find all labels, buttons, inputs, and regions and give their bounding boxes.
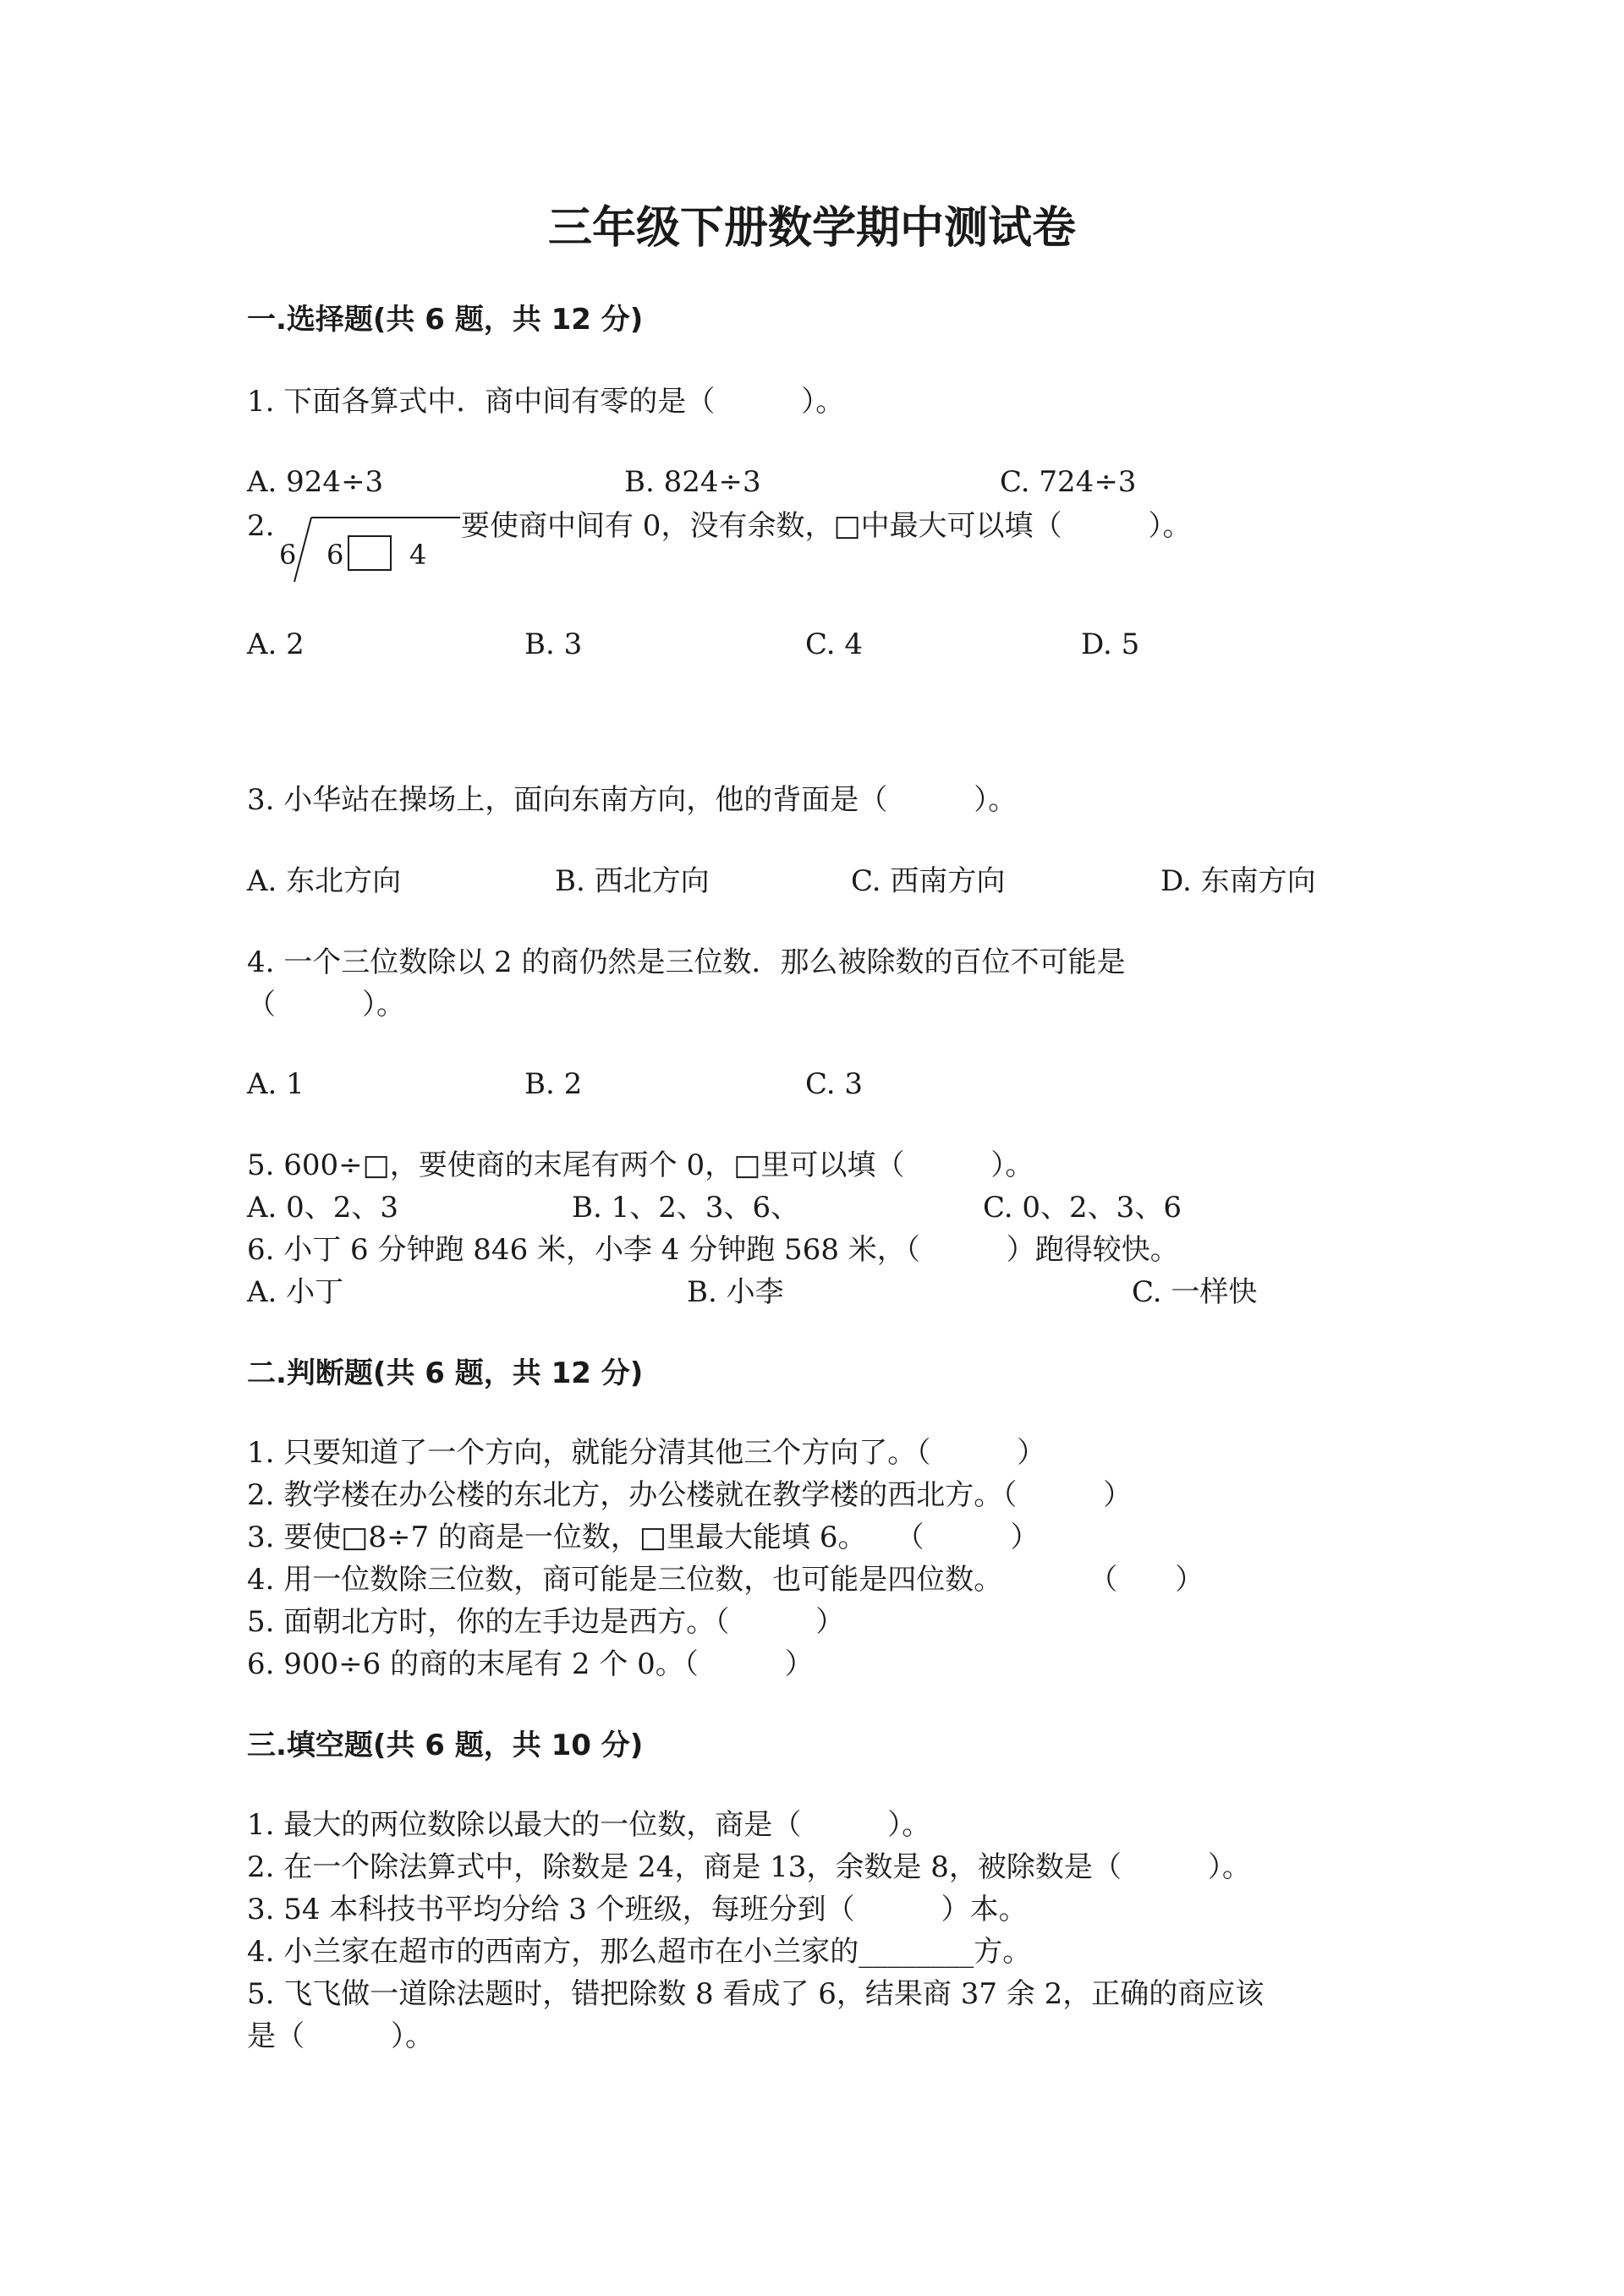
- q4-option-c: C. 3: [805, 1067, 864, 1101]
- dividend-digit-3: 4: [409, 539, 427, 571]
- judgment-item-1: 1. 只要知道了一个方向，就能分清其他三个方向了。（ ）: [247, 1436, 1046, 1470]
- question-3-text: 3. 小华站在操场上，面向东南方向，他的背面是（ ）。: [247, 783, 1018, 817]
- judgment-item-6: 6. 900÷6 的商的末尾有 2 个 0。（ ）: [247, 1647, 814, 1681]
- q2-option-a: A. 2: [247, 627, 304, 661]
- q3-option-c: C. 西南方向: [851, 864, 1006, 898]
- question-5-text: 5. 600÷□，要使商的末尾有两个 0，□里可以填（ ）。: [247, 1148, 1034, 1182]
- long-division-figure: [279, 516, 465, 584]
- q3-option-b: B. 西北方向: [555, 864, 710, 898]
- q5-option-b: B. 1、2、3、6、: [572, 1191, 800, 1225]
- question-4-text-continued: （ ）。: [247, 988, 405, 1022]
- q3-option-a: A. 东北方向: [247, 864, 402, 898]
- page-title: 三年级下册数学期中测试卷: [547, 202, 1076, 254]
- question-4-text: 4. 一个三位数除以 2 的商仍然是三位数．那么被除数的百位不可能是: [247, 945, 1126, 979]
- fill-item-4: 4. 小兰家在超市的西南方，那么超市在小兰家的________方。: [247, 1935, 1032, 1969]
- q4-option-b: B. 2: [524, 1067, 583, 1101]
- judgment-item-5: 5. 面朝北方时，你的左手边是西方。（ ）: [247, 1605, 845, 1639]
- judgment-item-2: 2. 教学楼在办公楼的东北方，办公楼就在教学楼的西北方。（ ）: [247, 1478, 1133, 1512]
- q1-option-a: A. 924÷3: [247, 465, 384, 499]
- section-heading-choice: 一.选择题(共 6 题，共 12 分): [247, 303, 644, 337]
- question-1-text: 1. 下面各算式中．商中间有零的是（ ）。: [247, 385, 845, 419]
- divisor: 6: [279, 539, 297, 571]
- question-6-text: 6. 小丁 6 分钟跑 846 米，小李 4 分钟跑 568 米，（ ）跑得较快。: [247, 1233, 1179, 1267]
- q6-option-b: B. 小李: [687, 1275, 784, 1309]
- q6-option-a: A. 小丁: [247, 1275, 344, 1309]
- judgment-item-3: 3. 要使□8÷7 的商是一位数，□里最大能填 6。 （ ）: [247, 1521, 1040, 1554]
- section-heading-judgment: 二.判断题(共 6 题，共 12 分): [247, 1356, 644, 1390]
- question-2-text: 要使商中间有 0，没有余数，□中最大可以填（ ）。: [461, 509, 1192, 543]
- fill-item-1: 1. 最大的两位数除以最大的一位数，商是（ ）。: [247, 1808, 931, 1842]
- fill-item-5-continued: 是（ ）。: [247, 2019, 434, 2053]
- q5-option-c: C. 0、2、3、6: [983, 1191, 1182, 1225]
- section-heading-fill-blank: 三.填空题(共 6 题，共 10 分): [247, 1729, 644, 1762]
- dividend-digit-1: 6: [326, 539, 344, 571]
- judgment-item-4: 4. 用一位数除三位数，商可能是三位数，也可能是四位数。 （ ）: [247, 1563, 1204, 1597]
- fill-item-3: 3. 54 本科技书平均分给 3 个班级，每班分到（ ）本。: [247, 1893, 1028, 1926]
- q6-option-c: C. 一样快: [1132, 1275, 1258, 1309]
- q2-option-d: D. 5: [1081, 627, 1140, 661]
- q2-option-b: B. 3: [524, 627, 583, 661]
- q1-option-c: C. 724÷3: [1000, 465, 1137, 499]
- fill-item-2: 2. 在一个除法算式中，除数是 24，商是 13，余数是 8，被除数是（ ）。: [247, 1850, 1251, 1884]
- q5-option-a: A. 0、2、3: [247, 1191, 399, 1225]
- blank-box: [348, 536, 391, 570]
- q3-option-d: D. 东南方向: [1160, 864, 1316, 898]
- question-2-number: 2.: [247, 509, 275, 543]
- q4-option-a: A. 1: [247, 1067, 304, 1101]
- fill-item-5: 5. 飞飞做一道除法题时，错把除数 8 看成了 6，结果商 37 余 2，正确的商应该: [247, 1977, 1265, 2011]
- division-bracket: [279, 516, 465, 584]
- q1-option-b: B. 824÷3: [624, 465, 761, 499]
- q2-option-c: C. 4: [805, 627, 864, 661]
